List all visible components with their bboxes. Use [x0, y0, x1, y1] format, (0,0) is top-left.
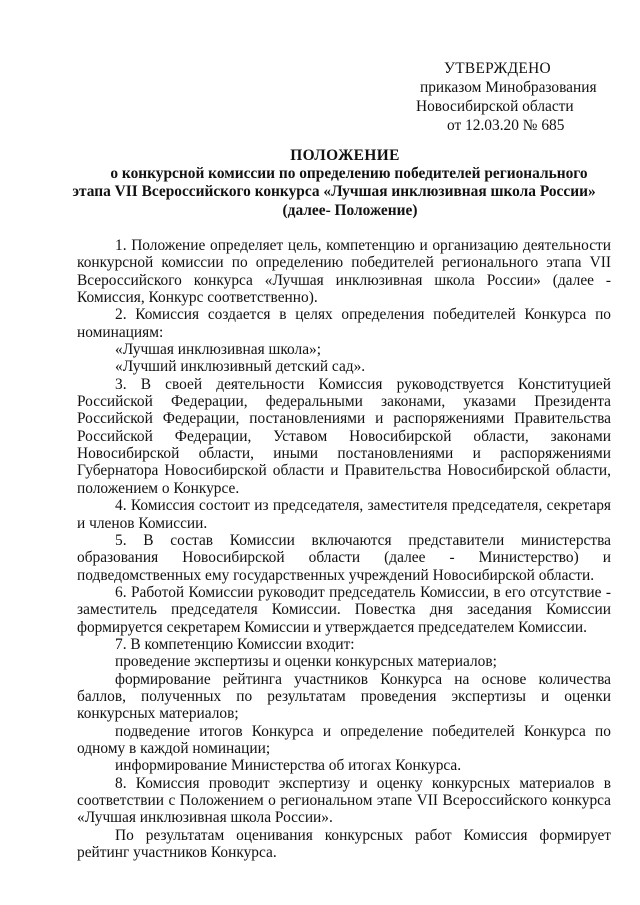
- paragraph-rating: По результатам оценивания конкурсных работ Комиссия формирует рейтинг участников Конкурса.: [77, 826, 611, 862]
- paragraph-8: 8. Комиссия проводит экспертизу и оценку конкурсных материалов в соответствии с Положением о региональном этапе VII Всероссийского конкурса «Лучшая инклюзивная школа России».: [77, 774, 611, 827]
- paragraph-5: 5. В состав Комиссии включаются представители министерства образования Новосибирской области (далее - Министерство) и подведомственных ему государственных учреждений Новосибирской области.: [77, 531, 611, 584]
- approval-title: УТВЕРЖДЕНО: [444, 60, 551, 77]
- document-subtitle-line-1: о конкурсной комиссии по определению победителей регионального: [110, 165, 588, 182]
- document-subtitle-line-3: (далее- Положение): [282, 202, 418, 219]
- paragraph-4: 4. Комиссия состоит из председателя, заместителя председателя, секретаря и членов Комиссии.: [77, 497, 611, 532]
- approval-region: Новосибирской области: [416, 98, 574, 115]
- document-body: [77, 237, 611, 861]
- approval-order: приказом Минобразования: [420, 79, 597, 96]
- document-subtitle-line-2: этапа VII Всероссийского конкурса «Лучшая инклюзивная школа России»: [72, 183, 596, 200]
- paragraph-6: 6. Работой Комиссии руководит председатель Комиссии, в его отсутствие - заместитель председателя Комиссии. Повестка дня заседания Комиссии формируется секретарем Комиссии и утверждается председателем Комиссии.: [77, 583, 611, 636]
- paragraph-1: 1. Положение определяет цель, компетенцию и организацию деятельности конкурсной комиссии по определению победителей регионального этапа VII Всероссийского конкурса «Лучшая инклюзивная школа России» (далее - Комиссия, Конкурс соответственно).: [77, 237, 611, 307]
- paragraph-7: 7. В компетенцию Комиссии входит:: [115, 635, 355, 653]
- nomination-kindergarten: «Лучший инклюзивный детский сад».: [115, 358, 366, 376]
- approval-date: от 12.03.20 № 685: [447, 117, 565, 134]
- competence-item-2: формирование рейтинга участников Конкурса на основе количества баллов, полученных по результатам проведения экспертизы и оценки конкурсных материалов;: [77, 670, 611, 723]
- paragraph-3: 3. В своей деятельности Комиссия руководствуется Конституцией Российской Федерации, федеральными законами, указами Президента Российской Федерации, постановлениями и распоряжениями Правительства Российской Федерации, Уставом Новосибирской области, законами Новосибирской области, иными постановлениями и распоряжениями Губернатора Новосибирской области и Правительства Новосибирской области, положением о Конкурсе.: [77, 375, 611, 497]
- paragraph-2: 2. Комиссия создается в целях определения победителей Конкурса по номинациям:: [77, 306, 611, 341]
- competence-item-4: информирование Министерства об итогах Конкурса.: [115, 757, 462, 775]
- competence-item-1: проведение экспертизы и оценки конкурсных материалов;: [115, 653, 497, 671]
- document-title: ПОЛОЖЕНИЕ: [290, 147, 400, 164]
- competence-item-3: подведение итогов Конкурса и определение победителей Конкурса по одному в каждой номинации;: [77, 722, 611, 757]
- approval-stamp-block: [0, 60, 640, 140]
- nomination-school: «Лучшая инклюзивная школа»;: [115, 341, 322, 359]
